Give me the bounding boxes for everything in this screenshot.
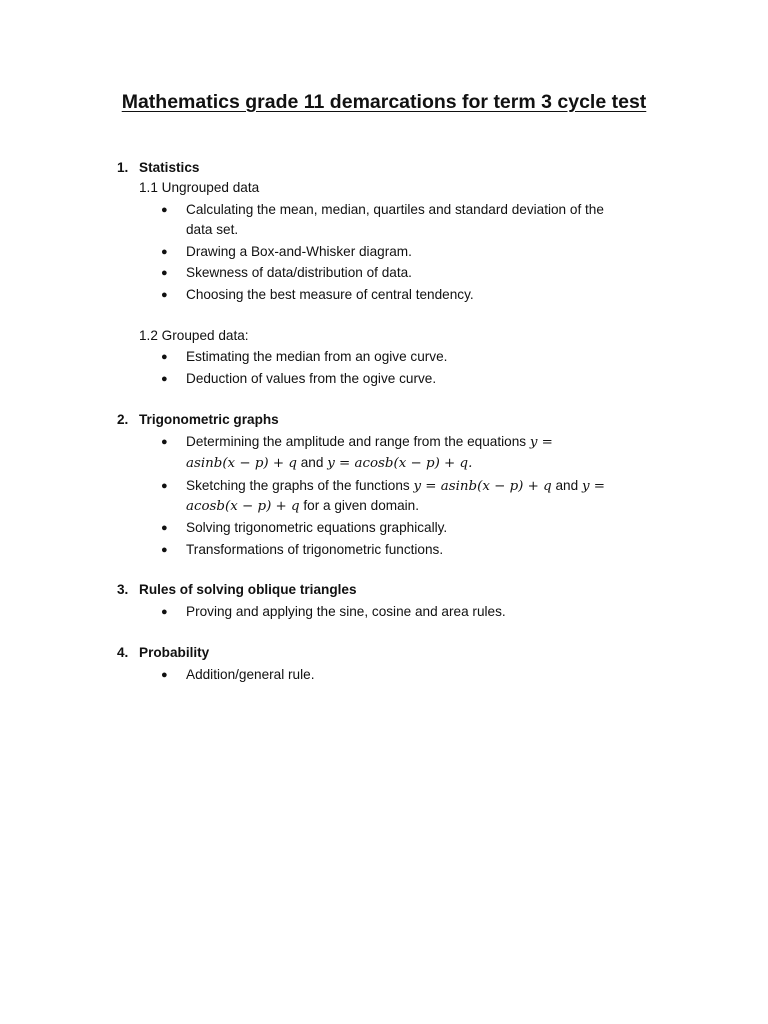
bullet-icon: ● [161,246,168,258]
equation-y-equals: y = [529,435,553,450]
section-1-heading: Statistics [139,160,200,175]
section-2-heading: Trigonometric graphs [139,412,279,427]
list-item: Drawing a Box-and-Whisker diagram. [186,244,412,259]
list-item: Proving and applying the sine, cosine and area rules. [186,604,506,619]
equation-sine: asinb(x − p) + q [186,456,297,471]
list-item-continuation [186,497,419,516]
list-item [186,477,605,496]
bullet-icon: ● [161,669,168,681]
document-title: Mathematics grade 11 demarcations for term 3 cycle test [121,91,647,113]
bullet-icon: ● [161,373,168,385]
list-item-continuation [186,454,472,473]
equation-y-equals: y = [581,479,606,494]
bullet-icon: ● [161,289,168,301]
section-4-number: 4. [117,645,129,660]
amplitude-text: Determining the amplitude and range from the equations [186,434,527,449]
equation-sine: y = asinb(x − p) + q [413,479,552,494]
section-4-heading: Probability [139,645,210,660]
sketch-text: Sketching the graphs of the functions [186,478,410,493]
bullet-icon: ● [161,522,168,534]
subsection-1-2-label: 1.2 Grouped data: [139,328,249,343]
list-item: Transformations of trigonometric functions. [186,542,444,557]
bullet-icon: ● [161,606,168,618]
conjunction-and: and [300,455,324,470]
list-item: Solving trigonometric equations graphically. [186,520,448,535]
section-3-heading: Rules of solving oblique triangles [139,582,357,597]
list-item: Addition/general rule. [186,667,315,682]
list-item: Skewness of data/distribution of data. [186,265,412,280]
list-item [186,433,553,452]
section-1-number: 1. [117,160,129,175]
list-item: Calculating the mean, median, quartiles and standard deviation of the [186,202,604,217]
list-item: Estimating the median from an ogive curve. [186,349,448,364]
bullet-icon: ● [161,351,168,363]
bullet-icon: ● [161,204,168,216]
equation-cosine: y = acosb(x − p) + q. [327,456,473,471]
bullet-icon: ● [161,436,168,448]
bullet-icon: ● [161,544,168,556]
subsection-1-1-label: 1.1 Ungrouped data [139,180,260,195]
section-3-number: 3. [117,582,129,597]
domain-text: for a given domain. [303,498,420,513]
bullet-icon: ● [161,267,168,279]
equation-cosine: acosb(x − p) + q [186,499,300,514]
list-item-continuation: data set. [186,222,239,237]
list-item: Deduction of values from the ogive curve. [186,371,437,386]
section-2-number: 2. [117,412,129,427]
list-item: Choosing the best measure of central tendency. [186,287,474,302]
bullet-icon: ● [161,480,168,492]
conjunction-and: and [555,478,579,493]
